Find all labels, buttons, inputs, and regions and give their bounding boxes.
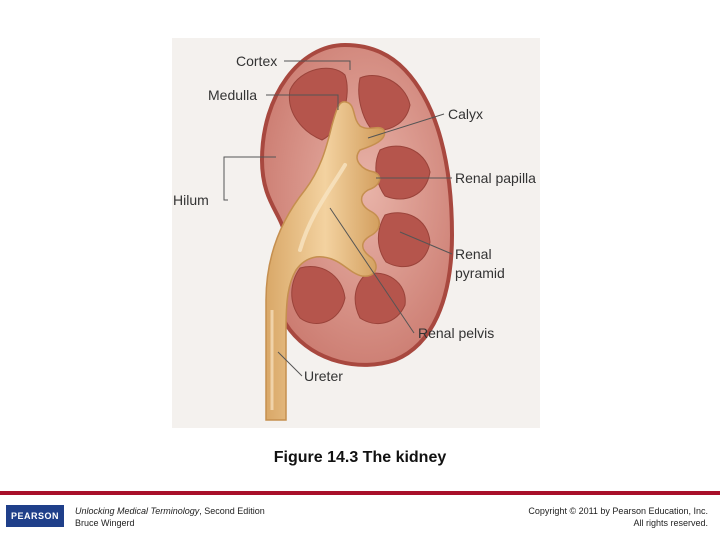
copyright-line: Copyright © 2011 by Pearson Education, Inc. bbox=[528, 506, 708, 516]
label-cortex: Cortex bbox=[236, 53, 278, 69]
book-title-line bbox=[75, 505, 265, 517]
label-renal-papilla: Renal papilla bbox=[455, 170, 536, 186]
copyright-notice bbox=[528, 505, 708, 529]
book-info bbox=[75, 505, 265, 529]
label-calyx: Calyx bbox=[448, 106, 484, 122]
book-edition: , Second Edition bbox=[199, 506, 265, 516]
label-ureter: Ureter bbox=[304, 368, 343, 384]
book-title: Unlocking Medical Terminology bbox=[75, 506, 200, 516]
book-author: Bruce Wingerd bbox=[75, 518, 135, 528]
footer-divider bbox=[0, 491, 720, 495]
pearson-logo: PEARSON bbox=[6, 505, 64, 527]
label-renal-pelvis: Renal pelvis bbox=[418, 325, 495, 341]
figure-caption: Figure 14.3 The kidney bbox=[273, 449, 447, 466]
label-renal-pyramid-line1: Renal bbox=[455, 246, 492, 262]
label-medulla: Medulla bbox=[208, 87, 258, 103]
label-hilum: Hilum bbox=[173, 192, 209, 208]
rights-line: All rights reserved. bbox=[633, 518, 708, 528]
label-renal-pyramid-line2: pyramid bbox=[455, 265, 505, 281]
